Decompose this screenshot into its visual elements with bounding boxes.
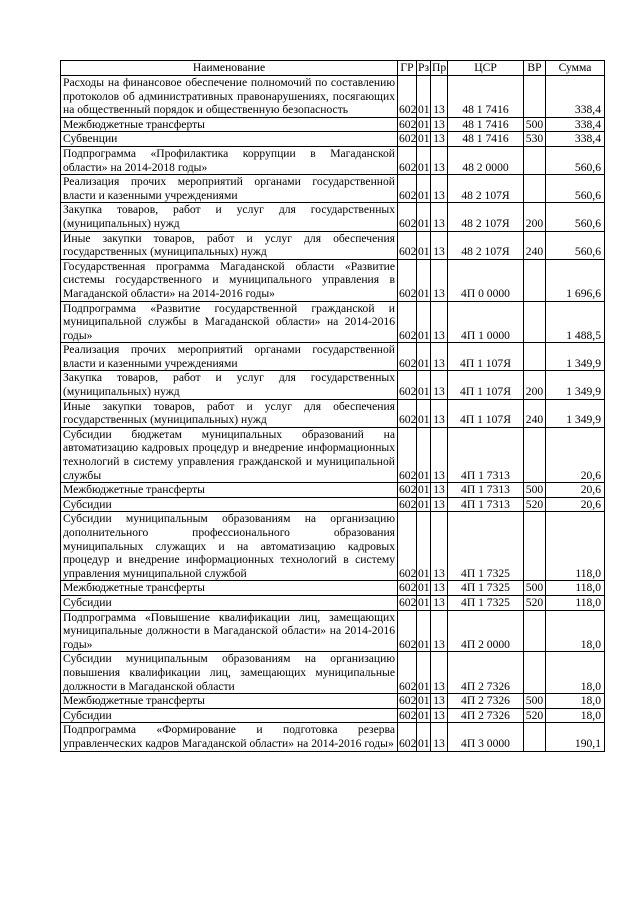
cell-csr: 4П 1 107Я <box>448 371 524 399</box>
cell-csr: 48 2 0000 <box>448 146 524 174</box>
cell-name: Межбюджетные трансферты <box>61 117 398 132</box>
cell-pr: 13 <box>431 708 448 723</box>
cell-gr: 602 <box>398 343 417 371</box>
table-row <box>61 203 605 231</box>
cell-name: Иные закупки товаров, работ и услуг для обеспечения государственных (муниципальных) нужд <box>61 399 398 427</box>
cell-csr: 4П 1 7325 <box>448 581 524 596</box>
cell-gr: 602 <box>398 610 417 652</box>
cell-csr: 4П 0 0000 <box>448 259 524 301</box>
cell-vr <box>524 175 546 203</box>
cell-pr: 13 <box>431 427 448 482</box>
cell-pr: 13 <box>431 694 448 709</box>
cell-csr: 48 2 107Я <box>448 175 524 203</box>
cell-sum: 20,6 <box>546 427 605 482</box>
cell-rz: 01 <box>417 723 431 751</box>
cell-sum: 20,6 <box>546 483 605 498</box>
cell-pr: 13 <box>431 610 448 652</box>
cell-name: Иные закупки товаров, работ и услуг для обеспечения государственных (муниципальных) нужд <box>61 231 398 259</box>
cell-sum: 338,4 <box>546 132 605 147</box>
table-row <box>61 343 605 371</box>
cell-pr: 13 <box>431 512 448 581</box>
table-header-row <box>61 61 605 76</box>
cell-gr: 602 <box>399 581 417 595</box>
cell-sum: 1 696,6 <box>546 259 605 301</box>
cell-name: Закупка товаров, работ и услуг для государственных (муниципальных) нужд <box>61 203 398 231</box>
cell-name: Государственная программа Магаданской области «Развитие системы государственного и муниципального управления в Магаданской области» на 2014-2016 годы» <box>61 259 398 301</box>
cell-vr <box>524 259 546 301</box>
cell-csr: 4П 1 107Я <box>448 399 524 427</box>
table-row <box>61 76 605 118</box>
cell-vr <box>524 652 546 694</box>
cell-sum: 1 349,9 <box>546 343 605 371</box>
cell-pr: 13 <box>431 723 448 751</box>
cell-rz: 01 <box>417 301 431 343</box>
cell-csr: 4П 1 7325 <box>448 512 524 581</box>
cell-gr: 602 <box>398 512 417 581</box>
cell-pr: 13 <box>431 652 448 694</box>
cell-pr: 13 <box>431 146 448 174</box>
cell-vr <box>524 343 546 371</box>
cell-rz: 01 <box>417 399 431 427</box>
cell-name: Подпрограмма «Развитие государственной гражданской и муниципальной службы в Магаданской области» на 2014-2016 годы» <box>61 301 398 343</box>
cell-gr: 602 <box>399 708 417 722</box>
cell-vr: 240 <box>524 399 546 427</box>
cell-gr: 602 <box>398 399 417 427</box>
cell-sum: 338,4 <box>546 117 605 132</box>
cell-gr: 602 <box>398 427 417 482</box>
table-row <box>61 301 605 343</box>
cell-pr: 13 <box>431 132 448 147</box>
cell-name: Реализация прочих мероприятий органами государственной власти и казенными учреждениями <box>61 343 398 371</box>
cell-vr <box>524 301 546 343</box>
cell-gr: 602 <box>398 146 417 174</box>
cell-pr: 13 <box>431 371 448 399</box>
cell-gr: 602 <box>398 652 417 694</box>
cell-vr: 520 <box>524 708 546 723</box>
cell-rz: 01 <box>418 708 430 722</box>
cell-csr: 4П 1 7313 <box>448 483 524 498</box>
cell-vr: 200 <box>524 371 546 399</box>
cell-rz: 01 <box>417 512 431 581</box>
cell-pr: 13 <box>431 343 448 371</box>
cell-sum: 190,1 <box>546 723 605 751</box>
cell-gr: 602 <box>399 694 417 708</box>
header-gr: ГР <box>398 61 417 76</box>
cell-csr: 4П 3 0000 <box>448 723 524 751</box>
cell-gr: 602 <box>398 723 417 751</box>
cell-name: Расходы на финансовое обеспечение полномочий по составлению протоколов об административных правонарушениях, посягающих на общественный порядок и общественную безопасность <box>61 76 398 118</box>
cell-name: Реализация прочих мероприятий органами государственной власти и казенными учреждениями <box>61 175 398 203</box>
table-row <box>61 259 605 301</box>
cell-name: Межбюджетные трансферты <box>61 694 398 709</box>
cell-rz: 01 <box>418 595 430 609</box>
cell-rz: 01 <box>418 581 430 595</box>
cell-sum: 18,0 <box>546 652 605 694</box>
budget-table <box>60 60 605 752</box>
table-row <box>61 371 605 399</box>
table-row <box>61 175 605 203</box>
cell-gr: 602 <box>398 231 417 259</box>
table-row <box>61 483 605 498</box>
cell-vr: 500 <box>524 581 546 596</box>
cell-sum: 560,6 <box>546 175 605 203</box>
table-row <box>61 497 605 512</box>
cell-csr: 4П 2 0000 <box>448 610 524 652</box>
cell-gr: 602 <box>398 76 417 118</box>
cell-gr: 602 <box>398 371 417 399</box>
table-row <box>61 581 605 596</box>
table-row <box>61 231 605 259</box>
cell-vr: 240 <box>524 231 546 259</box>
cell-gr: 602 <box>398 301 417 343</box>
cell-sum: 1 349,9 <box>546 399 605 427</box>
cell-rz: 01 <box>417 76 431 118</box>
cell-csr: 48 1 7416 <box>448 76 524 118</box>
cell-rz: 01 <box>418 497 430 511</box>
cell-pr: 13 <box>431 595 448 610</box>
table-row <box>61 610 605 652</box>
cell-sum: 560,6 <box>546 203 605 231</box>
cell-vr: 500 <box>524 483 546 498</box>
cell-sum: 338,4 <box>546 76 605 118</box>
cell-name: Субсидии бюджетам муниципальных образований на автоматизацию кадровых процедур и внедрение информационных технологий в систему управления гражданской и муниципальной службы <box>61 427 398 482</box>
cell-pr: 13 <box>431 497 448 512</box>
cell-pr: 13 <box>431 483 448 498</box>
cell-name: Межбюджетные трансферты <box>61 483 398 498</box>
table-row <box>61 427 605 482</box>
cell-pr: 13 <box>431 259 448 301</box>
cell-rz: 01 <box>417 175 431 203</box>
cell-vr <box>524 512 546 581</box>
table-body <box>61 76 605 752</box>
cell-name: Межбюджетные трансферты <box>61 581 398 596</box>
cell-pr: 13 <box>431 231 448 259</box>
cell-rz: 01 <box>417 371 431 399</box>
cell-sum: 118,0 <box>546 595 605 610</box>
cell-rz: 01 <box>418 117 430 131</box>
cell-csr: 4П 1 7313 <box>448 497 524 512</box>
cell-rz: 01 <box>417 259 431 301</box>
table-row <box>61 512 605 581</box>
cell-rz: 01 <box>417 343 431 371</box>
cell-gr: 602 <box>398 175 417 203</box>
cell-gr: 602 <box>399 497 417 511</box>
cell-vr: 200 <box>524 203 546 231</box>
cell-rz: 01 <box>417 427 431 482</box>
cell-sum: 20,6 <box>546 497 605 512</box>
cell-vr <box>524 427 546 482</box>
cell-rz: 01 <box>417 652 431 694</box>
table-row <box>61 132 605 147</box>
cell-sum: 1 349,9 <box>546 371 605 399</box>
table-row <box>61 723 605 751</box>
cell-csr: 4П 1 0000 <box>448 301 524 343</box>
cell-name: Субсидии муниципальным образованиям на организацию дополнительного профессионального образования муниципальных служащих и на автоматизацию кадровых процедур и внедрение информационных технологий в систему управления муниципальной службой <box>61 512 398 581</box>
cell-sum: 18,0 <box>546 694 605 709</box>
cell-rz: 01 <box>417 231 431 259</box>
cell-gr: 602 <box>399 132 417 146</box>
header-rz: Рз <box>418 61 430 75</box>
cell-name: Субсидии <box>61 595 398 610</box>
cell-csr: 48 1 7416 <box>448 117 524 132</box>
cell-vr <box>524 146 546 174</box>
cell-csr: 4П 1 107Я <box>448 343 524 371</box>
cell-gr: 602 <box>398 259 417 301</box>
cell-name: Субвенции <box>61 132 398 147</box>
header-pr: Пр <box>432 61 447 75</box>
cell-name: Подпрограмма «Профилактика коррупции в Магаданской области» на 2014-2018 годы» <box>61 146 398 174</box>
cell-csr: 4П 1 7313 <box>448 427 524 482</box>
cell-vr: 500 <box>524 117 546 132</box>
table-row <box>61 652 605 694</box>
cell-csr: 4П 2 7326 <box>448 708 524 723</box>
cell-sum: 118,0 <box>546 512 605 581</box>
table-row <box>61 399 605 427</box>
cell-name: Подпрограмма «Повышение квалификации лиц, замещающих муниципальные должности в Магаданской области» на 2014-2016 годы» <box>61 610 398 652</box>
cell-pr: 13 <box>431 117 448 132</box>
table-row <box>61 117 605 132</box>
cell-csr: 4П 2 7326 <box>448 652 524 694</box>
table-row <box>61 146 605 174</box>
cell-pr: 13 <box>431 203 448 231</box>
cell-name: Субсидии муниципальным образованиям на организацию повышения квалификации лиц, замещающих муниципальные должности в Магаданской области <box>61 652 398 694</box>
cell-gr: 602 <box>398 203 417 231</box>
table-row <box>61 694 605 709</box>
cell-csr: 48 2 107Я <box>448 231 524 259</box>
cell-csr: 4П 2 7326 <box>448 694 524 709</box>
cell-pr: 13 <box>431 76 448 118</box>
table-row <box>61 708 605 723</box>
cell-sum: 560,6 <box>546 231 605 259</box>
cell-csr: 48 2 107Я <box>448 203 524 231</box>
cell-name: Закупка товаров, работ и услуг для государственных (муниципальных) нужд <box>61 371 398 399</box>
cell-vr: 520 <box>524 497 546 512</box>
cell-sum: 18,0 <box>546 610 605 652</box>
cell-pr: 13 <box>431 301 448 343</box>
table-row <box>61 595 605 610</box>
cell-vr <box>524 723 546 751</box>
cell-rz: 01 <box>418 132 430 146</box>
cell-name: Субсидии <box>61 708 398 723</box>
cell-vr: 530 <box>524 132 546 147</box>
cell-gr: 602 <box>399 483 417 497</box>
header-sum: Сумма <box>546 61 605 76</box>
cell-pr: 13 <box>431 581 448 596</box>
cell-csr: 4П 1 7325 <box>448 595 524 610</box>
cell-pr: 13 <box>431 399 448 427</box>
cell-vr <box>524 610 546 652</box>
cell-name: Субсидии <box>61 497 398 512</box>
cell-vr: 520 <box>524 595 546 610</box>
cell-sum: 118,0 <box>546 581 605 596</box>
cell-rz: 01 <box>417 203 431 231</box>
cell-sum: 18,0 <box>546 708 605 723</box>
cell-sum: 560,6 <box>546 146 605 174</box>
cell-rz: 01 <box>418 694 430 708</box>
cell-vr: 500 <box>524 694 546 709</box>
cell-vr <box>524 76 546 118</box>
header-vr: ВР <box>524 61 546 76</box>
cell-pr: 13 <box>431 175 448 203</box>
cell-sum: 1 488,5 <box>546 301 605 343</box>
cell-rz: 01 <box>417 610 431 652</box>
cell-gr: 602 <box>399 595 417 609</box>
cell-csr: 48 1 7416 <box>448 132 524 147</box>
header-csr: ЦСР <box>448 61 524 76</box>
cell-rz: 01 <box>418 483 430 497</box>
cell-name: Подпрограмма «Формирование и подготовка резерва управленческих кадров Магаданской области» на 2014-2016 годы» <box>61 723 398 751</box>
header-name: Наименование <box>61 61 398 76</box>
cell-gr: 602 <box>399 117 417 131</box>
cell-rz: 01 <box>417 146 431 174</box>
